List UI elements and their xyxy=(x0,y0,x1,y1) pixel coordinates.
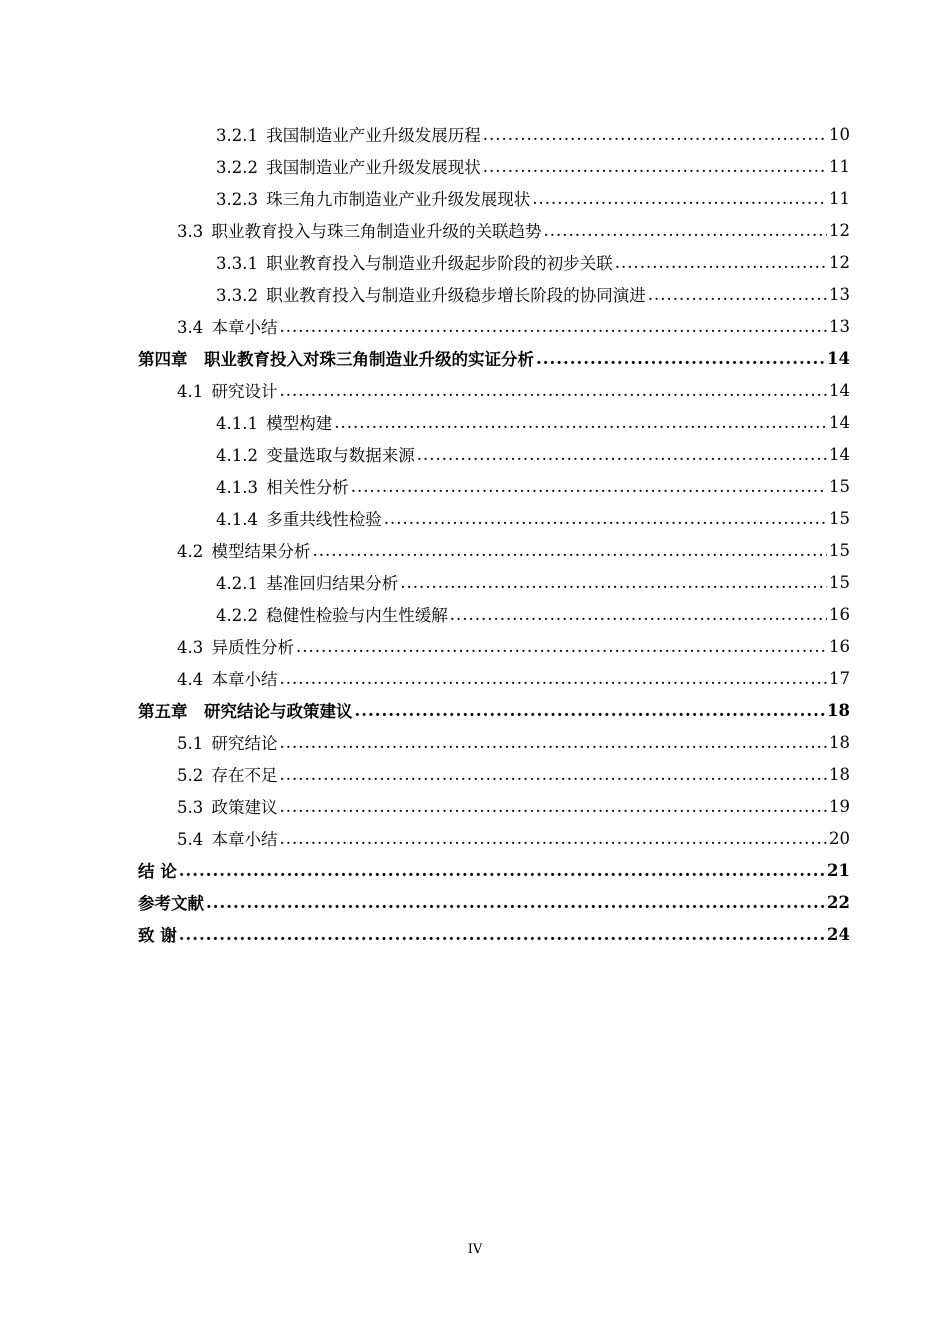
dot-leader xyxy=(296,637,827,656)
toc-entry[interactable] xyxy=(216,502,850,534)
toc-entry[interactable] xyxy=(177,790,850,822)
toc-entry[interactable] xyxy=(138,918,850,950)
toc-entry-page: 13 xyxy=(829,284,850,304)
toc-entry-title: 4.1.4 多重共线性检验 xyxy=(216,510,382,529)
dot-leader xyxy=(417,445,827,464)
toc-entry[interactable] xyxy=(138,854,850,886)
toc-entry-title: 第四章 职业教育投入对珠三角制造业升级的实证分析 xyxy=(138,350,534,369)
dot-leader xyxy=(351,477,827,496)
toc-entry-title: 3.2.2 我国制造业产业升级发展现状 xyxy=(216,158,481,177)
toc-entry-page: 15 xyxy=(829,572,850,592)
toc-entry-title: 3.2.3 珠三角九市制造业产业升级发展现状 xyxy=(216,190,531,209)
toc-entry-title: 第五章 研究结论与政策建议 xyxy=(138,702,353,721)
toc-entry-page: 17 xyxy=(829,668,850,688)
toc-entry[interactable] xyxy=(216,470,850,502)
toc-entry[interactable] xyxy=(177,758,850,790)
dot-leader xyxy=(280,317,828,336)
toc-entry-page: 18 xyxy=(829,764,850,784)
toc-entry-title: 4.2.2 稳健性检验与内生性缓解 xyxy=(216,606,448,625)
page-number: IV xyxy=(467,1242,483,1257)
toc-entry-title: 5.4 本章小结 xyxy=(177,830,278,849)
dot-leader xyxy=(648,285,827,304)
toc-entry-title: 4.2.1 基准回归结果分析 xyxy=(216,574,399,593)
dot-leader xyxy=(280,733,828,752)
dot-leader xyxy=(483,157,827,176)
dot-leader xyxy=(280,669,828,688)
toc-entry-page: 15 xyxy=(829,476,850,496)
toc-entry[interactable] xyxy=(177,374,850,406)
toc-entry-title: 参考文献 xyxy=(138,894,204,913)
dot-leader xyxy=(544,221,828,240)
dot-leader xyxy=(334,413,827,432)
toc-entry-title: 4.2 模型结果分析 xyxy=(177,542,311,561)
toc-entry[interactable] xyxy=(216,406,850,438)
dot-leader xyxy=(206,893,825,912)
dot-leader xyxy=(179,925,825,944)
toc-entry-title: 5.1 研究结论 xyxy=(177,734,278,753)
dot-leader xyxy=(179,861,825,880)
toc-entry-title: 结 论 xyxy=(138,862,177,881)
toc-entry-title: 致 谢 xyxy=(138,926,177,945)
toc-entry-page: 14 xyxy=(827,348,850,368)
toc-entry-title: 4.1 研究设计 xyxy=(177,382,278,401)
toc-entry[interactable] xyxy=(138,886,850,918)
toc-entry[interactable] xyxy=(216,182,850,214)
toc-entry-page: 18 xyxy=(829,732,850,752)
toc-entry[interactable] xyxy=(177,662,850,694)
toc-entry-title: 4.1.2 变量选取与数据来源 xyxy=(216,446,415,465)
toc-entry[interactable] xyxy=(216,438,850,470)
toc-entry-page: 19 xyxy=(829,796,850,816)
toc-entry-page: 24 xyxy=(827,924,850,944)
toc-entry-title: 4.3 异质性分析 xyxy=(177,638,294,657)
toc-entry-title: 5.2 存在不足 xyxy=(177,766,278,785)
dot-leader xyxy=(280,797,828,816)
dot-leader xyxy=(355,701,826,720)
dot-leader xyxy=(313,541,828,560)
toc-entry-page: 20 xyxy=(829,828,850,848)
dot-leader xyxy=(400,573,827,592)
toc-entry-page: 16 xyxy=(829,604,850,624)
toc-entry[interactable] xyxy=(177,822,850,854)
toc-entry-page: 22 xyxy=(827,892,850,912)
toc-entry-title: 3.4 本章小结 xyxy=(177,318,278,337)
toc-entry[interactable] xyxy=(138,342,850,374)
toc-entry-page: 14 xyxy=(829,412,850,432)
toc-entry-title: 3.3.1 职业教育投入与制造业升级起步阶段的初步关联 xyxy=(216,254,613,273)
dot-leader xyxy=(483,125,827,144)
toc-entry[interactable] xyxy=(216,246,850,278)
toc-entry[interactable] xyxy=(177,310,850,342)
toc-entry-title: 3.3 职业教育投入与珠三角制造业升级的关联趋势 xyxy=(177,222,542,241)
toc-entry[interactable] xyxy=(177,630,850,662)
toc-entry[interactable] xyxy=(177,534,850,566)
dot-leader xyxy=(536,349,825,368)
toc-entry[interactable] xyxy=(177,726,850,758)
dot-leader xyxy=(280,765,828,784)
dot-leader xyxy=(532,189,827,208)
toc-entry[interactable] xyxy=(216,150,850,182)
toc-entry-page: 11 xyxy=(829,188,850,208)
toc-entry-page: 14 xyxy=(829,380,850,400)
dot-leader xyxy=(280,829,828,848)
toc-entry-title: 5.3 政策建议 xyxy=(177,798,278,817)
toc-entry-page: 16 xyxy=(829,636,850,656)
toc-entry-title: 4.4 本章小结 xyxy=(177,670,278,689)
toc-entry-title: 4.1.3 相关性分析 xyxy=(216,478,349,497)
toc-entry[interactable] xyxy=(216,598,850,630)
toc-entry-page: 12 xyxy=(829,220,850,240)
toc-entry[interactable] xyxy=(138,694,850,726)
toc-entry-page: 10 xyxy=(829,124,850,144)
dot-leader xyxy=(615,253,827,272)
dot-leader xyxy=(450,605,827,624)
dot-leader xyxy=(280,381,828,400)
toc-entry-page: 13 xyxy=(829,316,850,336)
toc-entry-page: 18 xyxy=(827,700,850,720)
toc-entry-page: 15 xyxy=(829,508,850,528)
toc-entry-page: 21 xyxy=(827,860,850,880)
toc-entry[interactable] xyxy=(216,278,850,310)
toc-entry[interactable] xyxy=(216,566,850,598)
toc-entry-page: 12 xyxy=(829,252,850,272)
toc-entry-page: 11 xyxy=(829,156,850,176)
toc-entry[interactable] xyxy=(216,118,850,150)
toc-entry-title: 3.2.1 我国制造业产业升级发展历程 xyxy=(216,126,481,145)
dot-leader xyxy=(384,509,827,528)
toc-entry-title: 3.3.2 职业教育投入与制造业升级稳步增长阶段的协同演进 xyxy=(216,286,646,305)
toc-entry[interactable] xyxy=(177,214,850,246)
toc-entry-page: 14 xyxy=(829,444,850,464)
toc-entry-page: 15 xyxy=(829,540,850,560)
toc-entry-title: 4.1.1 模型构建 xyxy=(216,414,333,433)
